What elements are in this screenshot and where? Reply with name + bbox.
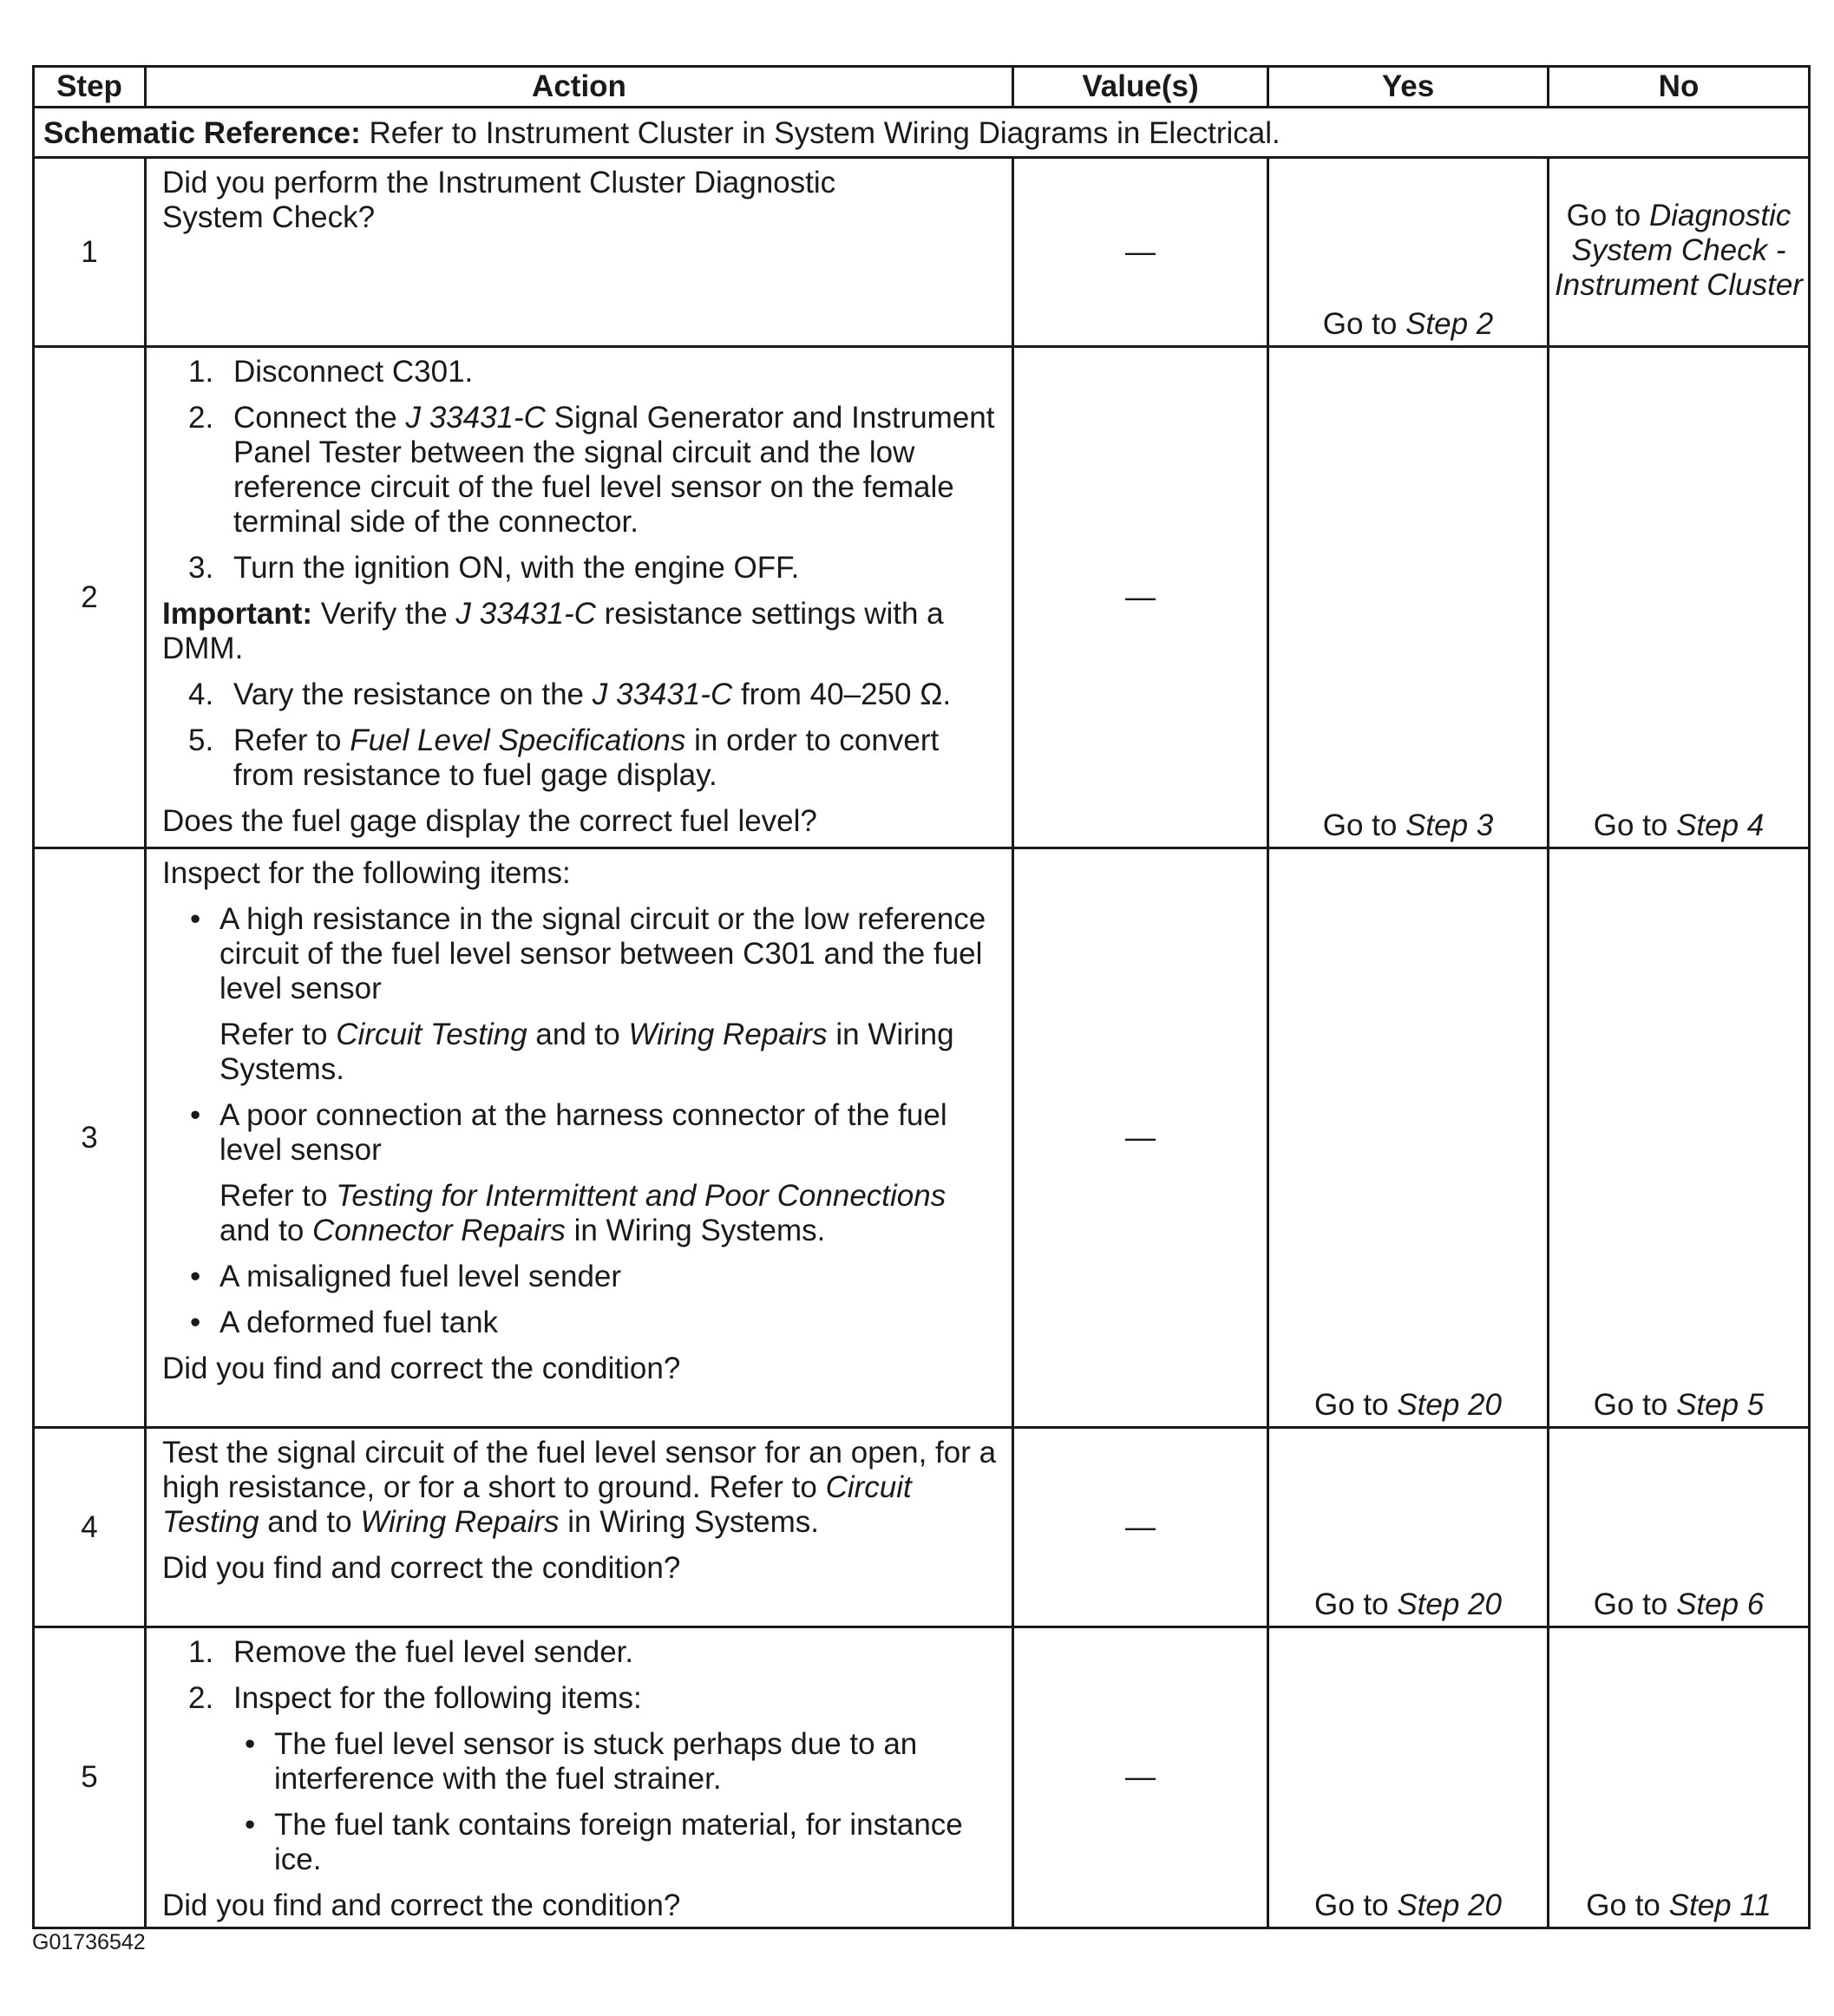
action-cell <box>146 158 1013 347</box>
item-number: 5. <box>188 723 214 757</box>
action-cell <box>146 848 1013 1428</box>
action-cell <box>146 347 1013 848</box>
action-cell <box>146 1428 1013 1627</box>
step-number: 4 <box>34 1428 146 1627</box>
item-number: 2. <box>188 401 214 435</box>
no-cell: Go to Step 11 <box>1549 1627 1810 1928</box>
step-number: 3 <box>34 848 146 1428</box>
action-question: Does the fuel gage display the correct fuel level? <box>162 804 817 838</box>
no-link: Step 6 <box>1676 1587 1765 1621</box>
bullet-item: • The fuel level sensor is stuck perhaps due to an interference with the fuel strainer. <box>245 1727 918 1796</box>
bullet-item: • A poor connection at the harness connector of the fuel level sensor <box>190 1098 947 1167</box>
action-question: Did you find and correct the condition? <box>162 1551 681 1585</box>
bullet-item: • A high resistance in the signal circuit or the low reference circuit of the fuel level sensor between C301 and the fuel level sensor <box>190 902 986 1005</box>
value-cell: — <box>1013 1627 1268 1928</box>
bullet-icon: • <box>190 1306 201 1339</box>
yes-cell <box>1268 158 1549 347</box>
header-action: Action <box>146 67 1013 108</box>
schematic-reference <box>34 108 1810 158</box>
header-row <box>34 67 1810 108</box>
schematic-label: Schematic Reference: <box>43 115 361 150</box>
action-question: Did you find and correct the condition? <box>162 1888 681 1922</box>
step-number: 5 <box>34 1627 146 1928</box>
item-number: 3. <box>188 551 214 585</box>
header-values: Value(s) <box>1013 67 1268 108</box>
no-cell: Go to Step 4 <box>1549 347 1810 848</box>
important-note: Important: Verify the J 33431-C resistance settings with a DMM. <box>162 597 944 665</box>
item-text: Connect the J 33431-C Signal Generator and Instrument Panel Tester between the signal circuit and the low reference circuit of the fuel level sensor on the female terminal side of the connector. <box>233 401 995 539</box>
numbered-item <box>162 551 999 586</box>
test-instruction: Test the signal circuit of the fuel level sensor for an open, for a high resistance, or for a short to ground. Refer to Circuit Testing and to Wiring Repairs in Wiring Systems. <box>162 1436 997 1539</box>
numbered-item <box>162 401 999 540</box>
tool-reference: J 33431-C <box>455 597 596 631</box>
yes-cell: Go to Step 20 <box>1268 1428 1549 1627</box>
yes-cell: Go to Step 3 <box>1268 347 1549 848</box>
item-text: Disconnect C301. <box>233 355 474 389</box>
no-link: Step 4 <box>1676 808 1765 842</box>
schematic-text: Refer to Instrument Cluster in System Wiring Diagrams in Electrical. <box>369 115 1281 150</box>
table-row <box>34 1428 1810 1627</box>
bullet-item: • A misaligned fuel level sender <box>190 1260 622 1293</box>
table-row <box>34 848 1810 1428</box>
no-cell <box>1549 158 1810 347</box>
yes-link: Step 2 <box>1405 307 1494 341</box>
bullet-icon: • <box>190 1098 201 1132</box>
inspect-intro: Inspect for the following items: <box>162 856 571 890</box>
bullet-item: • The fuel tank contains foreign material, for instance ice. <box>245 1808 963 1876</box>
yes-cell: Go to Step 20 <box>1268 1627 1549 1928</box>
item-number: 1. <box>188 355 214 389</box>
table-row <box>34 158 1810 347</box>
step-number: 1 <box>34 158 146 347</box>
numbered-item <box>162 355 999 389</box>
no-cell: Go to Step 5 <box>1549 848 1810 1428</box>
step-number: 2 <box>34 347 146 848</box>
value-cell: — <box>1013 158 1268 347</box>
no-link: Step 5 <box>1676 1388 1765 1422</box>
no-link: Diagnostic System Check - Instrument Cluster <box>1555 198 1803 302</box>
spec-reference: Fuel Level Specifications <box>350 723 686 757</box>
diagnostic-table <box>32 65 1811 1929</box>
value-cell: — <box>1013 347 1268 848</box>
item-number: 4. <box>188 677 214 711</box>
action-question: Did you find and correct the condition? <box>162 1352 681 1385</box>
table-row <box>34 347 1810 848</box>
action-cell <box>146 1627 1013 1928</box>
item-text: Refer to Fuel Level Specifications in order to convert from resistance to fuel gage display. <box>233 723 940 792</box>
bullet-icon: • <box>190 902 201 936</box>
numbered-item <box>162 723 999 793</box>
numbered-item: 1. Remove the fuel level sender. <box>188 1635 634 1669</box>
value-cell: — <box>1013 848 1268 1428</box>
figure-code: G01736542 <box>32 1930 146 1954</box>
header-step: Step <box>34 67 146 108</box>
bullet-icon: • <box>245 1727 256 1761</box>
no-prefix: Go to <box>1566 198 1649 232</box>
header-yes: Yes <box>1268 67 1549 108</box>
yes-prefix: Go to <box>1322 307 1406 341</box>
item-text: Turn the ignition ON, with the engine OFF. <box>233 551 800 585</box>
bullet-icon: • <box>245 1808 256 1842</box>
important-label: Important: <box>162 597 313 631</box>
reference-note: Refer to Circuit Testing and to Wiring Repairs in Wiring Systems. <box>219 1018 954 1086</box>
tool-reference: J 33431-C <box>405 401 546 435</box>
no-cell: Go to Step 6 <box>1549 1428 1810 1627</box>
yes-link: Step 3 <box>1405 808 1494 842</box>
yes-cell: Go to Step 20 <box>1268 848 1549 1428</box>
action-question: Did you perform the Instrument Cluster Diagnostic System Check? <box>162 166 836 234</box>
bullet-icon: • <box>190 1260 201 1293</box>
schematic-row <box>34 108 1810 158</box>
bullet-item: • A deformed fuel tank <box>190 1306 499 1339</box>
value-cell: — <box>1013 1428 1268 1627</box>
yes-link: Step 20 <box>1397 1388 1502 1422</box>
numbered-item: 2. Inspect for the following items: <box>188 1681 642 1715</box>
yes-link: Step 20 <box>1397 1587 1502 1621</box>
tool-reference: J 33431-C <box>592 677 733 711</box>
no-link: Step 11 <box>1668 1888 1772 1922</box>
header-no: No <box>1549 67 1810 108</box>
item-text: Vary the resistance on the J 33431-C from 40–250 Ω. <box>233 677 952 711</box>
yes-link: Step 20 <box>1397 1888 1502 1922</box>
numbered-item <box>162 677 999 712</box>
table-row <box>34 1627 1810 1928</box>
reference-note: Refer to Testing for Intermittent and Poor Connections and to Connector Repairs in Wiring Systems. <box>219 1179 946 1247</box>
